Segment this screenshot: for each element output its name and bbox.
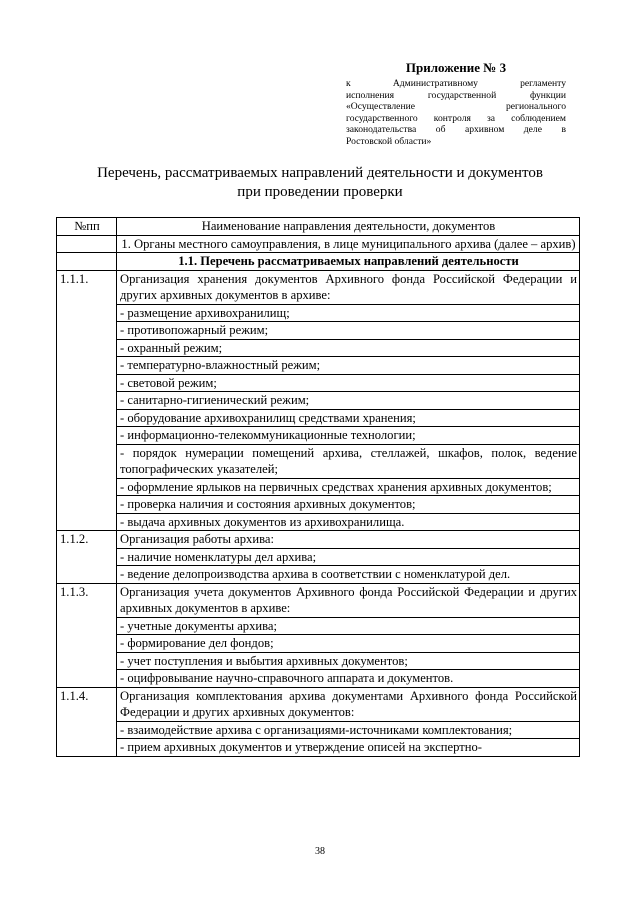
table-row <box>57 444 580 478</box>
document-title <box>60 164 580 202</box>
group-number: 1.1.2. <box>57 531 117 584</box>
table-row <box>57 322 580 340</box>
table-row <box>57 409 580 427</box>
document-title-line: при проведении проверки <box>237 184 403 200</box>
group-title: Организация комплектования архива документами Архивного фонда Российской Федерации и других архивных документов: <box>117 687 580 721</box>
page-number: 38 <box>315 846 325 857</box>
table-header-row <box>57 218 580 236</box>
header-num: №пп <box>57 218 117 236</box>
table-row <box>57 427 580 445</box>
appendix-line: Ростовской области» <box>346 135 432 147</box>
table-row <box>57 739 580 757</box>
appendix-line: государственного контроля за соблюдением <box>346 112 566 124</box>
list-item: - световой режим; <box>117 374 580 392</box>
table-row <box>57 392 580 410</box>
group-title: Организация учета документов Архивного фонда Российской Федерации и других архивных документов в архиве: <box>117 583 580 617</box>
group-title: Организация работы архива: <box>117 531 580 549</box>
table-row <box>57 721 580 739</box>
table-row <box>57 635 580 653</box>
section-title: 1. Органы местного самоуправления, в лице муниципального архива (далее – архив) <box>117 235 580 253</box>
appendix-line: исполнения государственной функции <box>346 89 566 101</box>
section-row <box>57 235 580 253</box>
group-title-row <box>57 531 580 549</box>
table-row <box>57 357 580 375</box>
list-item: - взаимодействие архива с организациями-источниками комплектования; <box>117 721 580 739</box>
list-item: - оформление ярлыков на первичных средствах хранения архивных документов; <box>117 478 580 496</box>
empty-cell <box>57 235 117 253</box>
list-item: - информационно-телекоммуникационные технологии; <box>117 427 580 445</box>
list-item: - проверка наличия и состояния архивных документов; <box>117 496 580 514</box>
table-row <box>57 617 580 635</box>
list-item: - ведение делопроизводства архива в соответствии с номенклатурой дел. <box>117 566 580 584</box>
appendix-line: к Административному регламенту <box>346 78 566 89</box>
list-item: - учетные документы архива; <box>117 617 580 635</box>
subsection-row <box>57 253 580 271</box>
list-item: - оборудование архивохранилищ средствами хранения; <box>117 409 580 427</box>
table-row <box>57 548 580 566</box>
group-number: 1.1.4. <box>57 687 117 756</box>
subsection-title: 1.1. Перечень рассматриваемых направлений деятельности <box>117 253 580 271</box>
list-item: - охранный режим; <box>117 339 580 357</box>
header-name: Наименование направления деятельности, документов <box>117 218 580 236</box>
group-title-row <box>57 270 580 304</box>
list-item: - санитарно-гигиенический режим; <box>117 392 580 410</box>
appendix-line: законодательства об архивном деле в <box>346 124 566 136</box>
list-item: - учет поступления и выбытия архивных документов; <box>117 652 580 670</box>
list-item: - прием архивных документов и утверждение описей на экспертно- <box>117 739 580 757</box>
empty-cell <box>57 253 117 271</box>
table-row <box>57 670 580 688</box>
group-number: 1.1.1. <box>57 270 117 531</box>
table-row <box>57 513 580 531</box>
table-row <box>57 496 580 514</box>
list-item: - формирование дел фондов; <box>117 635 580 653</box>
list-item: - оцифровывание научно-справочного аппарата и документов. <box>117 670 580 688</box>
table-row <box>57 304 580 322</box>
group-number: 1.1.3. <box>57 583 117 687</box>
appendix-line: «Осуществление регионального <box>346 101 566 113</box>
list-item: - противопожарный режим; <box>117 322 580 340</box>
appendix-title: Приложение № 3 <box>405 60 507 75</box>
list-item: - температурно-влажностный режим; <box>117 357 580 375</box>
appendix-header <box>346 60 566 148</box>
list-item: - размещение архивохранилищ; <box>117 304 580 322</box>
document-title-line: Перечень, рассматриваемых направлений деятельности и документов <box>97 165 543 181</box>
table-row <box>57 478 580 496</box>
group-title-row <box>57 687 580 721</box>
list-item: - наличие номенклатуры дел архива; <box>117 548 580 566</box>
list-item: - порядок нумерации помещений архива, стеллажей, шкафов, полок, ведение топографических указателей; <box>117 444 580 478</box>
table-row <box>57 652 580 670</box>
table-row <box>57 339 580 357</box>
list-item: - выдача архивных документов из архивохранилища. <box>117 513 580 531</box>
table-row <box>57 566 580 584</box>
group-title-row <box>57 583 580 617</box>
group-title: Организация хранения документов Архивного фонда Российской Федерации и других архивных документов в архиве: <box>117 270 580 304</box>
checklist-table <box>56 217 580 757</box>
table-row <box>57 374 580 392</box>
